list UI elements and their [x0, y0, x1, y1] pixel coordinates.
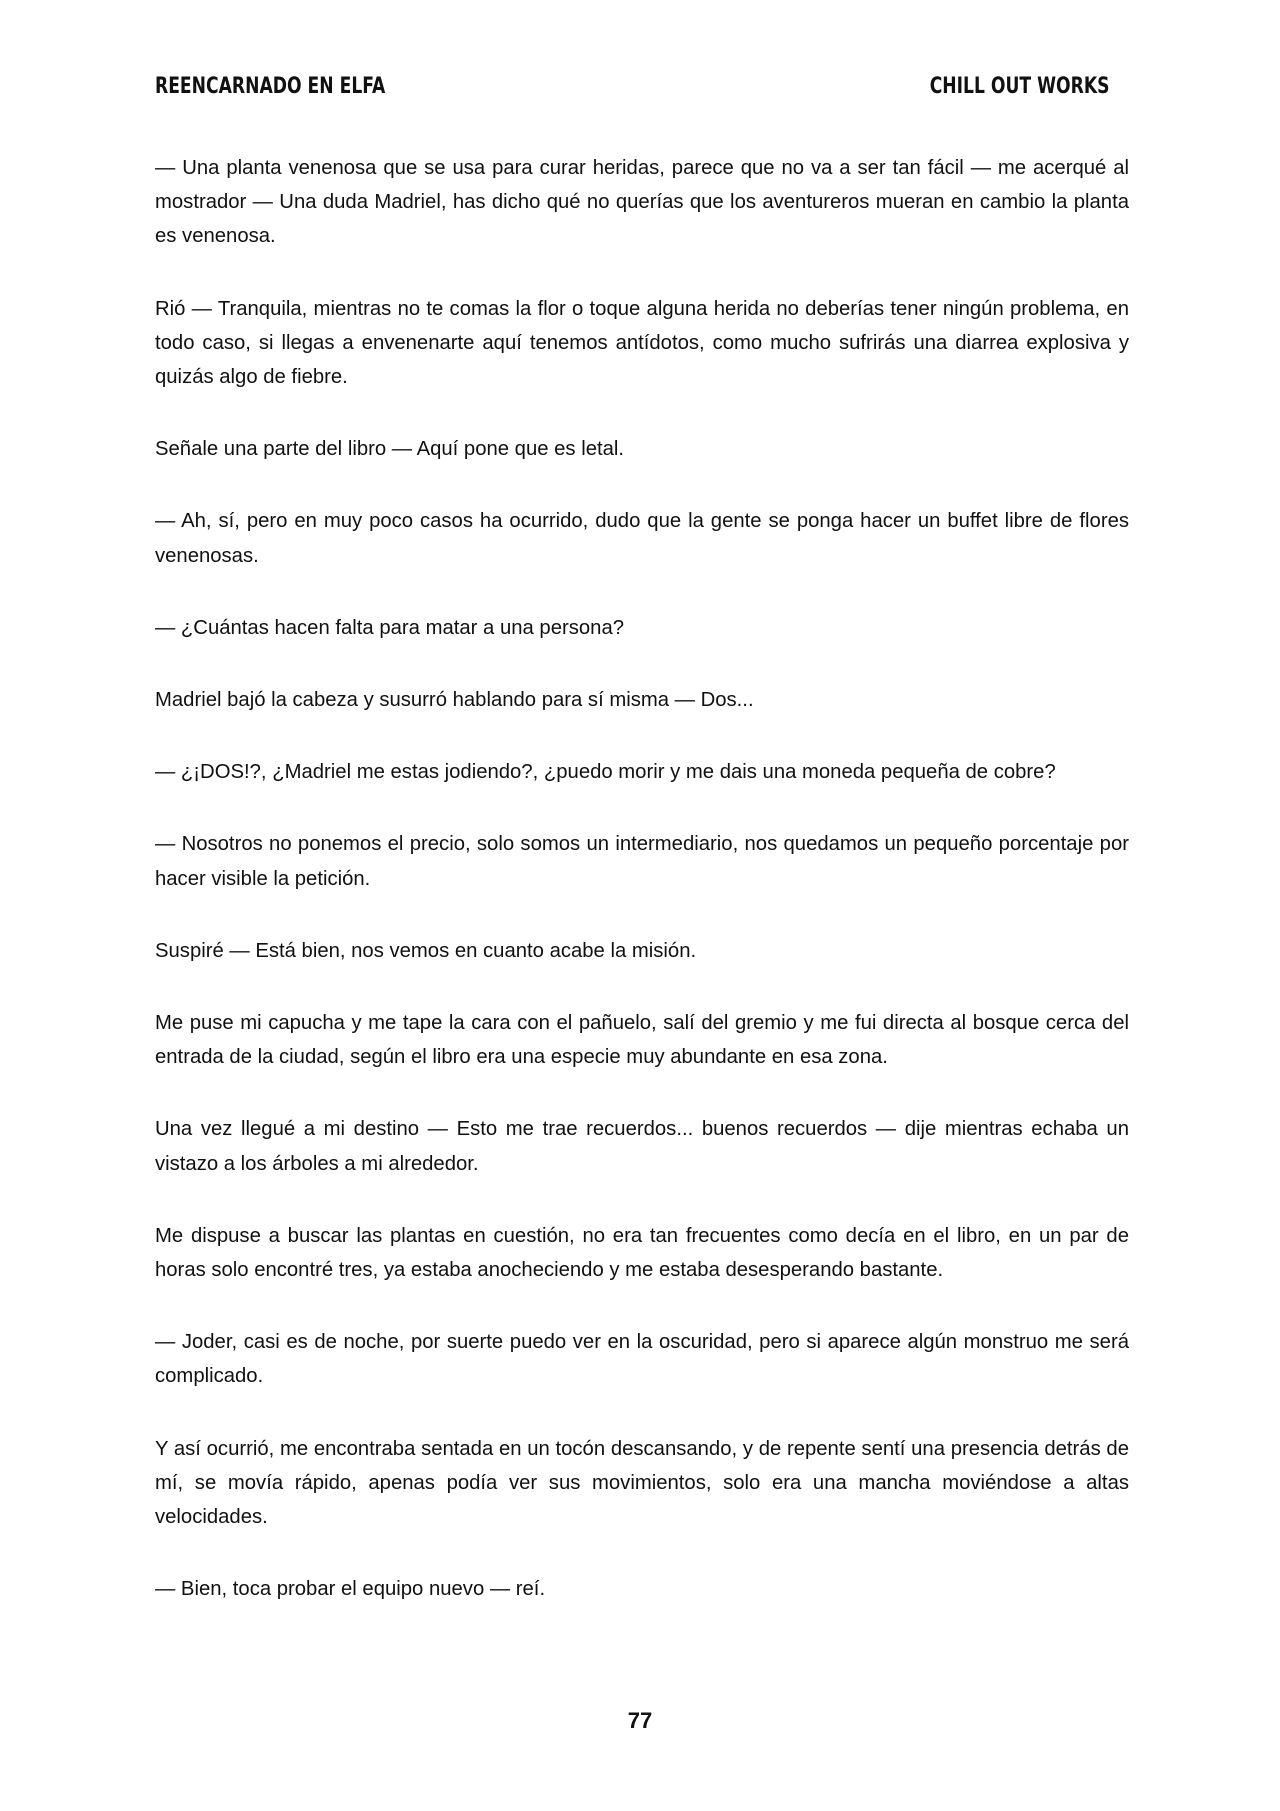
- paragraph: Rió — Tranquila, mientras no te comas la flor o toque alguna herida no deberías tener ningún problema, en todo caso, si llegas a envenenarte aquí tenemos antídotos, como mucho sufrirás una diarrea explosiva y quizás algo de fiebre.: [155, 297, 1129, 389]
- publisher-name: CHILL OUT WORKS: [929, 74, 1109, 99]
- paragraph: Una vez llegué a mi destino — Esto me trae recuerdos... buenos recuerdos — dije mientras echaba un vistazo a los árboles a mi alrededor.: [155, 1118, 1129, 1175]
- paragraph: Señale una parte del libro — Aquí pone que es letal.: [155, 438, 625, 461]
- paragraph: — Bien, toca probar el equipo nuevo — reí.: [155, 1578, 546, 1601]
- book-title: REENCARNADO EN ELFA: [155, 74, 386, 99]
- page-number: 77: [627, 1708, 653, 1733]
- paragraph: — Joder, casi es de noche, por suerte puedo ver en la oscuridad, pero si aparece algún monstruo me será complicado.: [155, 1331, 1129, 1388]
- paragraph: Madriel bajó la cabeza y susurró hablando para sí misma — Dos...: [155, 689, 754, 712]
- paragraph: Y así ocurrió, me encontraba sentada en un tocón descansando, y de repente sentí una presencia detrás de mí, se movía rápido, apenas podía ver sus movimientos, solo era una mancha moviéndose a altas velocidades.: [155, 1437, 1129, 1529]
- paragraph: — ¿Cuántas hacen falta para matar a una persona?: [155, 616, 625, 639]
- paragraph: Suspiré — Está bien, nos vemos en cuanto acabe la misión.: [155, 939, 697, 962]
- paragraph: — Una planta venenosa que se usa para curar heridas, parece que no va a ser tan fácil — me acerqué al mostrador — Una duda Madriel, has dicho qué no querías que los aventureros mueran en cambio la planta es venenosa.: [155, 157, 1129, 248]
- paragraph: — Ah, sí, pero en muy poco casos ha ocurrido, dudo que la gente se ponga hacer un buffet libre de flores venenosas.: [155, 510, 1129, 567]
- paragraph: — Nosotros no ponemos el precio, solo somos un intermediario, nos quedamos un pequeño porcentaje por hacer visible la petición.: [155, 833, 1129, 890]
- page-header: [155, 74, 1124, 106]
- paragraph: Me puse mi capucha y me tape la cara con el pañuelo, salí del gremio y me fui directa al bosque cerca del entrada de la ciudad, según el libro era una especie muy abundante en esa zona.: [155, 1012, 1129, 1069]
- paragraph: Me dispuse a buscar las plantas en cuestión, no era tan frecuentes como decía en el libro, en un par de horas solo encontré tres, ya estaba anocheciendo y me estaba desesperando bastante.: [155, 1224, 1129, 1282]
- page-body: [155, 151, 1129, 1644]
- paragraph: — ¿¡DOS!?, ¿Madriel me estas jodiendo?, ¿puedo morir y me dais una moneda pequeña de cobre?: [155, 761, 1056, 784]
